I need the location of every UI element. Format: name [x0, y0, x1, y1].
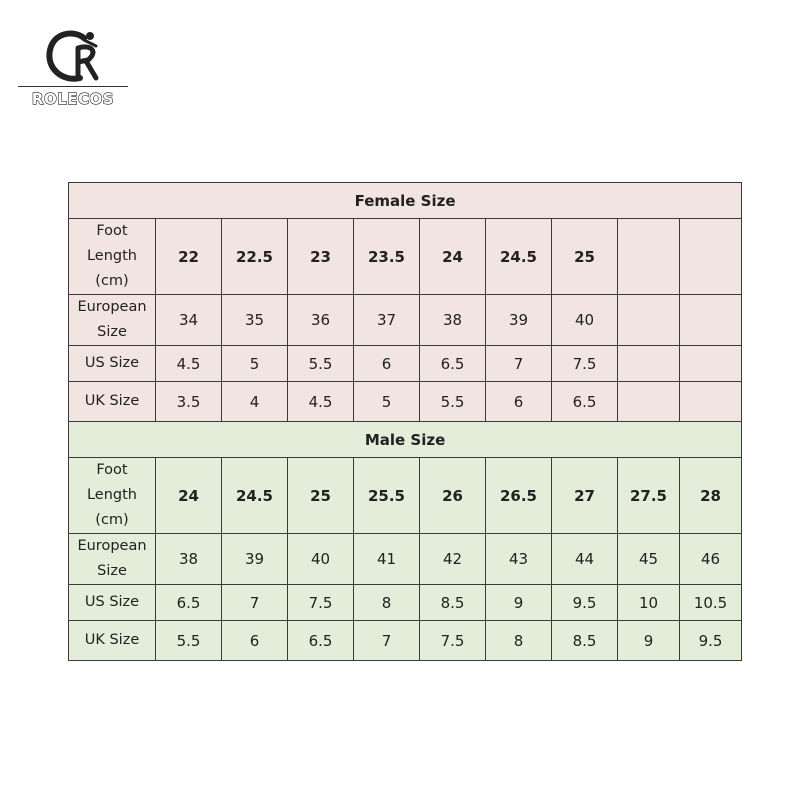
size-cell: 8 [486, 621, 552, 661]
row-label [69, 585, 156, 621]
size-cell: 22 [156, 219, 222, 295]
row-label-line: European [77, 538, 147, 554]
size-cell: 24 [156, 458, 222, 534]
size-cell: 5.5 [288, 346, 354, 382]
table-row [69, 295, 742, 346]
size-cell [618, 346, 680, 382]
row-label [69, 458, 156, 534]
size-cell: 7.5 [552, 346, 618, 382]
rolecos-monogram-icon [44, 28, 106, 86]
size-cell [618, 219, 680, 295]
row-label [69, 382, 156, 422]
size-cell: 45 [618, 534, 680, 585]
table-row [69, 621, 742, 661]
size-cell: 26 [420, 458, 486, 534]
size-cell: 3.5 [156, 382, 222, 422]
brand-name: ROLECOS [31, 90, 115, 108]
size-cell: 5 [222, 346, 288, 382]
size-cell: 35 [222, 295, 288, 346]
table-row [69, 219, 742, 295]
size-cell [680, 219, 742, 295]
male-section-title: Male Size [69, 422, 742, 458]
female-section-title: Female Size [69, 183, 742, 219]
size-cell: 8.5 [552, 621, 618, 661]
size-cell: 5 [354, 382, 420, 422]
size-cell: 25 [288, 458, 354, 534]
size-cell: 38 [156, 534, 222, 585]
size-cell [618, 382, 680, 422]
size-chart-table [68, 182, 742, 661]
row-label [69, 219, 156, 295]
size-cell: 43 [486, 534, 552, 585]
size-cell: 7 [486, 346, 552, 382]
size-cell: 25 [552, 219, 618, 295]
table-row [69, 382, 742, 422]
size-cell: 40 [552, 295, 618, 346]
size-cell: 9.5 [680, 621, 742, 661]
row-label-line: UK Size [84, 632, 140, 648]
row-label-line: US Size [84, 355, 140, 371]
size-cell: 7.5 [420, 621, 486, 661]
size-cell: 44 [552, 534, 618, 585]
table-row [69, 534, 742, 585]
row-label-line: US Size [84, 594, 140, 610]
size-cell: 9 [486, 585, 552, 621]
size-cell: 4 [222, 382, 288, 422]
row-label-line: Foot [96, 462, 128, 478]
table-row [69, 585, 742, 621]
table-row [69, 346, 742, 382]
size-cell: 4.5 [156, 346, 222, 382]
size-cell: 6.5 [288, 621, 354, 661]
size-cell [680, 295, 742, 346]
size-cell: 27 [552, 458, 618, 534]
size-cell: 26.5 [486, 458, 552, 534]
size-cell: 6 [354, 346, 420, 382]
size-cell: 8.5 [420, 585, 486, 621]
size-cell: 27.5 [618, 458, 680, 534]
row-label-line: (cm) [95, 512, 129, 528]
size-cell: 34 [156, 295, 222, 346]
row-label [69, 534, 156, 585]
size-cell: 24.5 [486, 219, 552, 295]
row-label-line: (cm) [95, 273, 129, 289]
size-cell: 36 [288, 295, 354, 346]
size-cell: 46 [680, 534, 742, 585]
row-label-line: Size [97, 563, 127, 579]
size-cell: 8 [354, 585, 420, 621]
size-cell: 40 [288, 534, 354, 585]
row-label-line: Length [86, 248, 137, 264]
size-cell: 6.5 [552, 382, 618, 422]
size-cell: 6.5 [156, 585, 222, 621]
male-header-row [69, 422, 742, 458]
size-cell: 9 [618, 621, 680, 661]
size-cell: 38 [420, 295, 486, 346]
size-cell: 23 [288, 219, 354, 295]
size-cell: 5.5 [420, 382, 486, 422]
size-cell: 22.5 [222, 219, 288, 295]
row-label-line: Size [97, 324, 127, 340]
size-cell: 6.5 [420, 346, 486, 382]
row-label-line: European [77, 299, 147, 315]
size-cell: 39 [222, 534, 288, 585]
size-cell [680, 346, 742, 382]
logo-divider [18, 86, 128, 87]
size-cell [618, 295, 680, 346]
row-label [69, 295, 156, 346]
size-cell: 6 [486, 382, 552, 422]
size-cell: 37 [354, 295, 420, 346]
size-cell: 39 [486, 295, 552, 346]
size-cell: 42 [420, 534, 486, 585]
size-cell: 5.5 [156, 621, 222, 661]
size-cell: 4.5 [288, 382, 354, 422]
size-cell: 7 [354, 621, 420, 661]
size-cell: 24.5 [222, 458, 288, 534]
table-row [69, 458, 742, 534]
size-cell: 7.5 [288, 585, 354, 621]
size-cell: 9.5 [552, 585, 618, 621]
size-cell: 10 [618, 585, 680, 621]
size-cell: 23.5 [354, 219, 420, 295]
brand-logo [18, 28, 130, 118]
row-label-line: UK Size [84, 393, 140, 409]
size-cell: 7 [222, 585, 288, 621]
row-label-line: Length [86, 487, 137, 503]
row-label [69, 346, 156, 382]
size-cell: 41 [354, 534, 420, 585]
female-header-row [69, 183, 742, 219]
size-cell: 25.5 [354, 458, 420, 534]
size-cell: 28 [680, 458, 742, 534]
row-label [69, 621, 156, 661]
size-cell: 6 [222, 621, 288, 661]
size-cell [680, 382, 742, 422]
size-cell: 24 [420, 219, 486, 295]
row-label-line: Foot [96, 223, 128, 239]
size-cell: 10.5 [680, 585, 742, 621]
